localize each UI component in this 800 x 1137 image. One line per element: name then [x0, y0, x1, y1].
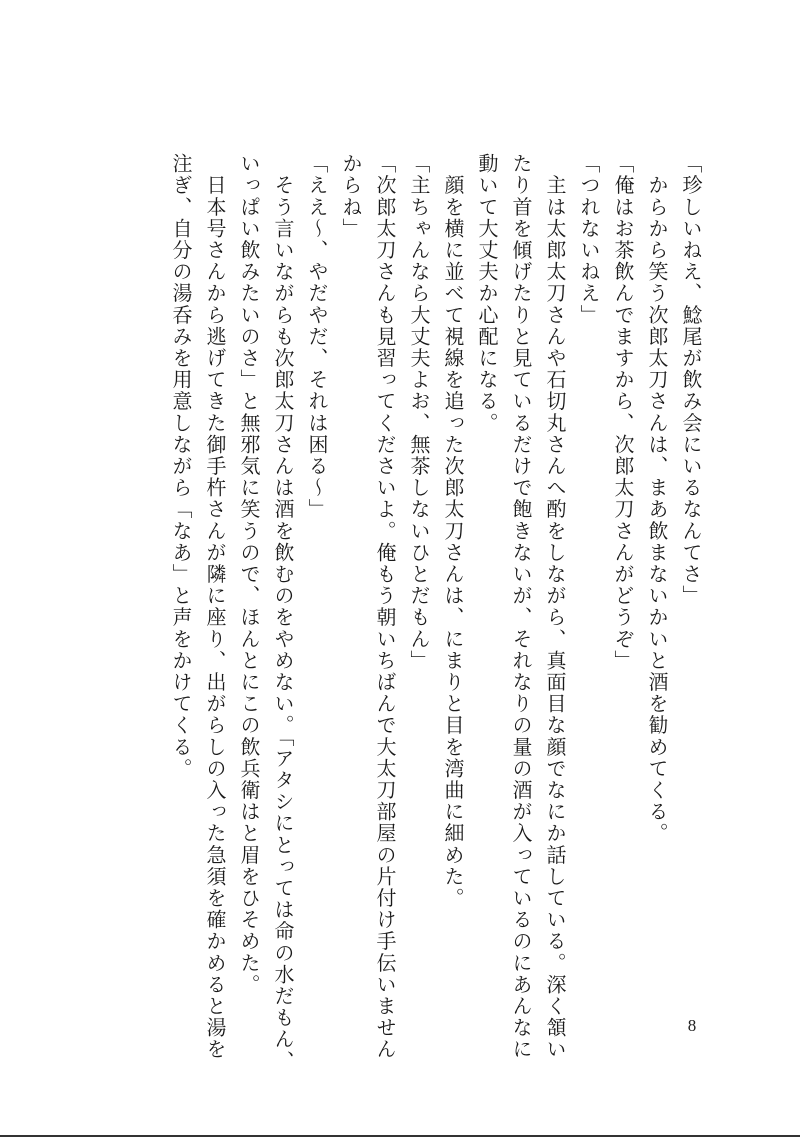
text-line: 「つれないねえ」 [577, 153, 601, 326]
text-line: いっぱい飲みたいのさ」と無邪気に笑うので、ほんとにこの飲兵衛はと眉をひそめた。 [237, 153, 261, 996]
page-number: 8 [687, 1016, 697, 1035]
text-line: からから笑う次郎太刀さんは、まあ飲まないかいと酒を勧めてくる。 [645, 153, 669, 845]
text-line: 主は太郎太刀さんや石切丸さんへ酌をしながら、真面目な顔でなにか話している。深く頷い [543, 153, 567, 1061]
text-line: 顔を横に並べて視線を追った次郎太刀さんは、にまりと目を湾曲に細めた。 [441, 153, 465, 909]
text-line: そう言いながらも次郎太刀さんは酒を飲むのをやめない。「アタシにとっては命の水だもん、 [271, 153, 295, 1072]
text-line: 日本号さんから逃げてきた御手杵さんが隣に座り、出がらしの入った急須を確かめると湯を [203, 153, 227, 1061]
text-line: からね」 [339, 153, 363, 240]
text-line: 「主ちゃんなら大丈夫よお、無茶しないひとだもん」 [407, 153, 431, 672]
text-line: たり首を傾げたりと見ているだけで飽きないが、それなりの量の酒が入っているのにあんなに [509, 153, 533, 1061]
text-line: 注ぎ、自分の湯呑みを用意しながら「なあ」と声をかけてくる。 [169, 153, 193, 780]
text-line: 「珍しいねえ、鯰尾が飲み会にいるなんてさ」 [679, 153, 703, 607]
text-line: 「ええ〜、やだやだ、それは困る〜」 [305, 153, 329, 521]
text-line: 動いて大丈夫か心配になる。 [475, 153, 499, 434]
text-line: 「次郎太刀さんも見習ってくださいよ。俺もう朝いちばんで大太刀部屋の片付け手伝いません [373, 153, 397, 1061]
text-line: 「俺はお茶飲んでますから、次郎太刀さんがどうぞ」 [611, 153, 635, 672]
vertical-text-body [164, 153, 708, 1072]
